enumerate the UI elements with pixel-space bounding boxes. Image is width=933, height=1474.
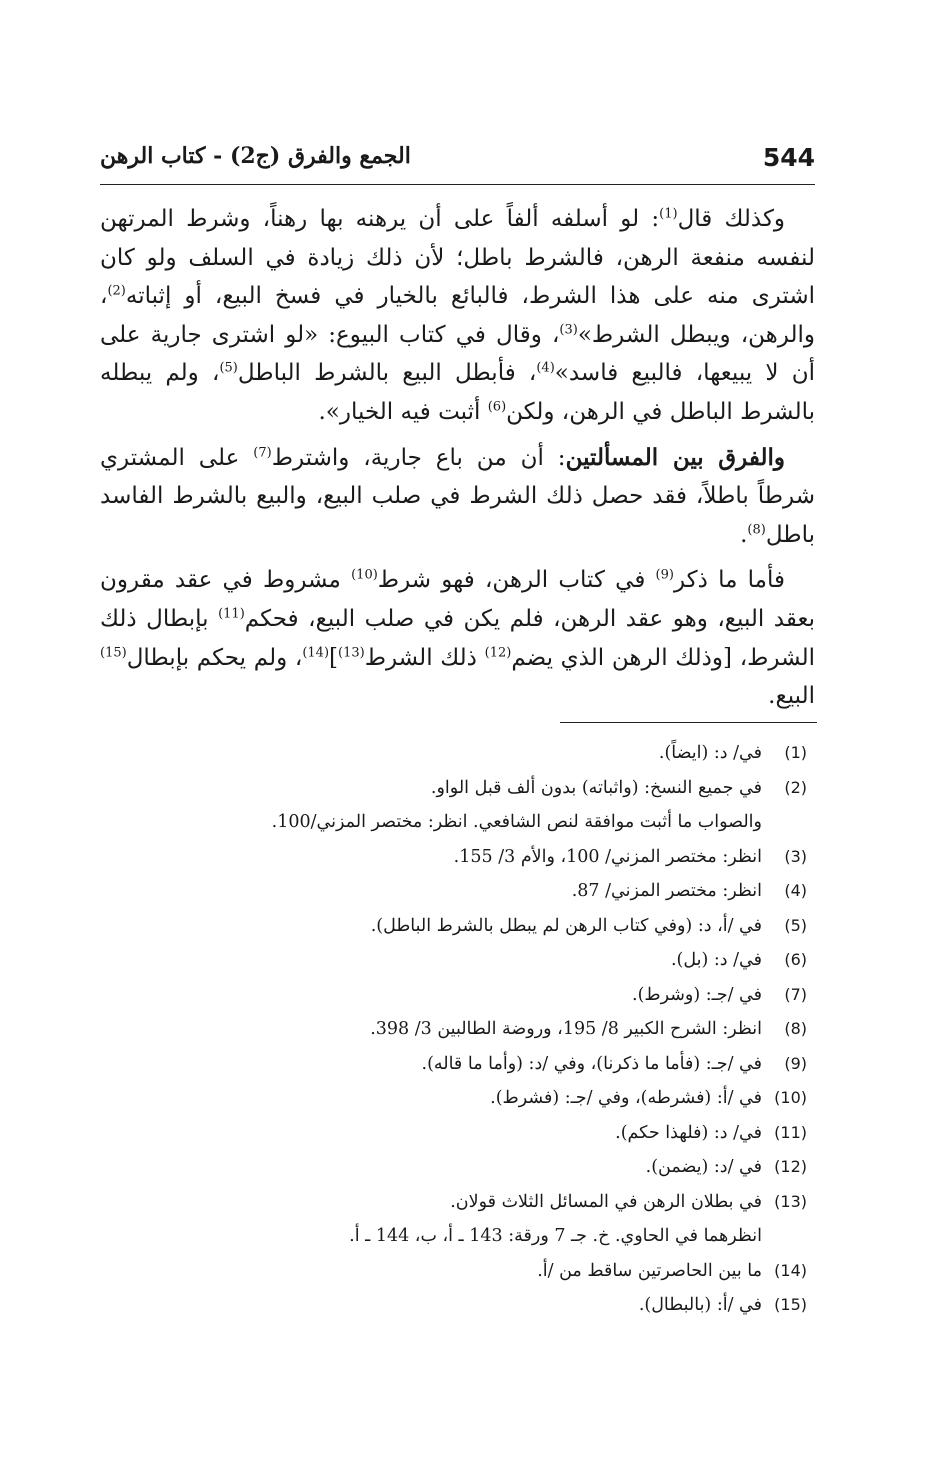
footnote-text: في /جـ: (وشرط). (632, 984, 762, 1005)
footnote-text: في/ د: (بل). (670, 950, 762, 970)
footnote-ref[interactable]: (7) (253, 444, 272, 460)
footnote-ref[interactable]: (1) (659, 206, 678, 222)
footnote-item (107, 978, 807, 1013)
footnote-text: ما بين الحاصرتين ساقط من /أ. (537, 1260, 762, 1281)
footnote-number: (4) (784, 881, 807, 900)
footnote-item (107, 1150, 807, 1185)
footnote-text: انظر: الشرح الكبير 8/ 195، وروضة الطالبين 3/ 398. (370, 1019, 762, 1039)
footnote-item (107, 943, 807, 978)
text-run: ، فأبطل البيع بالشرط الباطل (237, 360, 537, 387)
text-run: البيع. (768, 683, 815, 710)
footnote-divider (560, 722, 817, 723)
page-number: 544 (762, 143, 815, 172)
text-run: ، ولم يبطله بالشرط الباطل في الرهن، ولكن (100, 360, 815, 425)
text-run: في كتاب الرهن، فهو شرط (377, 567, 656, 594)
running-title: الجمع والفرق (ج2) - كتاب الرهن (100, 143, 411, 169)
footnote-ref[interactable]: (5) (219, 360, 238, 376)
footnote-number: (14) (774, 1260, 807, 1280)
footnotes (107, 736, 807, 1323)
text-run: على المشتري شرطاً باطلاً، فقد حصل ذلك الشرط في صلب البيع، والبيع بالشرط الفاسد باطل (100, 444, 815, 548)
footnote-number: (10) (774, 1088, 807, 1107)
footnote-text: في/ د: (ايضاً). (658, 743, 762, 763)
page-header (100, 143, 815, 183)
text-run: بإبطال ذلك الشرط، [وذلك الرهن الذي يضم (100, 605, 815, 671)
footnote-text: في جميع النسخ: (واثباته) بدون ألف قبل الواو. (430, 777, 762, 798)
text-run: ، والرهن، ويبطل الشرط» (100, 283, 815, 348)
footnote-number: (8) (784, 1019, 807, 1038)
footnote-ref[interactable]: (8) (747, 522, 766, 538)
footnote-ref[interactable]: (6) (487, 399, 507, 415)
footnote-ref[interactable]: (10) (351, 567, 378, 583)
text-run: ذلك الشرط (364, 644, 485, 671)
text-run: ] (329, 644, 338, 671)
footnote-number: (7) (784, 984, 807, 1004)
footnote-number: (11) (774, 1122, 807, 1142)
footnote-number: (15) (774, 1295, 807, 1314)
footnote-number: (5) (784, 915, 807, 935)
footnote-number: (1) (784, 743, 807, 762)
footnote-item (107, 1116, 807, 1151)
footnote-continuation: انظرهما في الحاوي. خ. جـ 7 ورقة: 143 ـ أ، ب، 144 ـ أ. (349, 1226, 762, 1246)
footnote-item (107, 1047, 807, 1082)
footnote-item (107, 1288, 807, 1323)
footnote-item (107, 1012, 807, 1047)
footnote-item (107, 840, 807, 875)
footnote-ref[interactable]: (9) (655, 567, 674, 583)
footnote-text: في /أ، د: (وفي كتاب الرهن لم يبطل بالشرط الباطل). (370, 915, 762, 936)
footnote-text: في بطلان الرهن في المسائل الثلاث قولان. (450, 1191, 762, 1212)
footnote-item (107, 736, 807, 771)
footnote-ref[interactable]: (14) (302, 644, 330, 660)
header-divider (100, 184, 815, 185)
text-run: مشروط في عقد مقرون بعقد البيع، وهو عقد الرهن، فلم يكن في صلب البيع، فحكم (100, 567, 816, 632)
footnote-item (107, 1185, 807, 1220)
footnote-text: في /أ: (فشرطه)، وفي /جـ: (فشرط). (490, 1088, 762, 1108)
footnote-continuation: والصواب ما أثبت موافقة لنص الشافعي. انظر: مختصر المزني/100. (271, 812, 762, 832)
footnote-ref[interactable]: (2) (107, 283, 126, 299)
section-lead: والفرق بين المسألتين (565, 443, 785, 471)
footnote-item (107, 1081, 807, 1116)
text-run: وكذلك قال (677, 206, 786, 232)
footnote-number: (13) (774, 1191, 807, 1211)
footnote-text: في /د: (يضمن). (645, 1157, 762, 1177)
footnote-ref[interactable]: (15) (100, 644, 127, 660)
footnote-number: (6) (784, 950, 807, 969)
footnote-number: (3) (784, 846, 807, 866)
footnote-ref[interactable]: (12) (484, 644, 512, 660)
paragraph-3 (100, 561, 815, 715)
footnote-text: انظر: مختصر المزني/ 100، والأم 3/ 155. (453, 846, 762, 867)
footnote-ref[interactable]: (3) (559, 322, 578, 338)
footnote-text: في /جـ: (فأما ما ذكرنا)، وفي /د: (وأما ما قاله). (421, 1053, 762, 1074)
footnote-item (107, 909, 807, 944)
footnote-number: (12) (774, 1157, 807, 1176)
main-text (100, 200, 815, 716)
footnote-ref[interactable]: (13) (338, 644, 365, 660)
text-run: : لو أسلفه ألفاً على أن يرهنه بها رهناً، وشرط المرتهن لنفسه منفعة الرهن، فالشرط باطل؛ لأن ذلك زيادة في السلف ولو كان اشترى منه على هذا الشرط، فالبائع بالخيار في فسخ البيع، أو إثباته (100, 206, 815, 310)
footnote-item (107, 874, 807, 909)
text-run: ، ولم يحكم بإبطال (126, 644, 303, 671)
paragraph-1 (100, 200, 815, 432)
footnote-number: (9) (784, 1053, 807, 1073)
text-run: : أن من باع جارية، واشترط (271, 444, 566, 471)
paragraph-2 (100, 439, 815, 555)
text-run: فأما ما ذكر (673, 567, 785, 594)
footnote-text: في/ د: (فلهذا حكم). (615, 1122, 762, 1143)
footnote-text: انظر: مختصر المزني/ 87. (571, 881, 762, 901)
footnote-ref[interactable]: (11) (218, 606, 245, 622)
text-run: أثبت فيه الخيار». (318, 398, 488, 425)
footnote-ref[interactable]: (4) (536, 360, 555, 376)
footnote-number: (2) (784, 777, 807, 797)
text-run: ، وقال في كتاب البيوع: «لو اشترى جارية على أن لا يبيعها، فالبيع فاسد» (100, 321, 816, 387)
footnote-item (107, 771, 807, 806)
text-run: . (740, 521, 748, 548)
footnote-text: في /أ: (بالبطال). (638, 1295, 762, 1315)
footnote-item (107, 1254, 807, 1289)
